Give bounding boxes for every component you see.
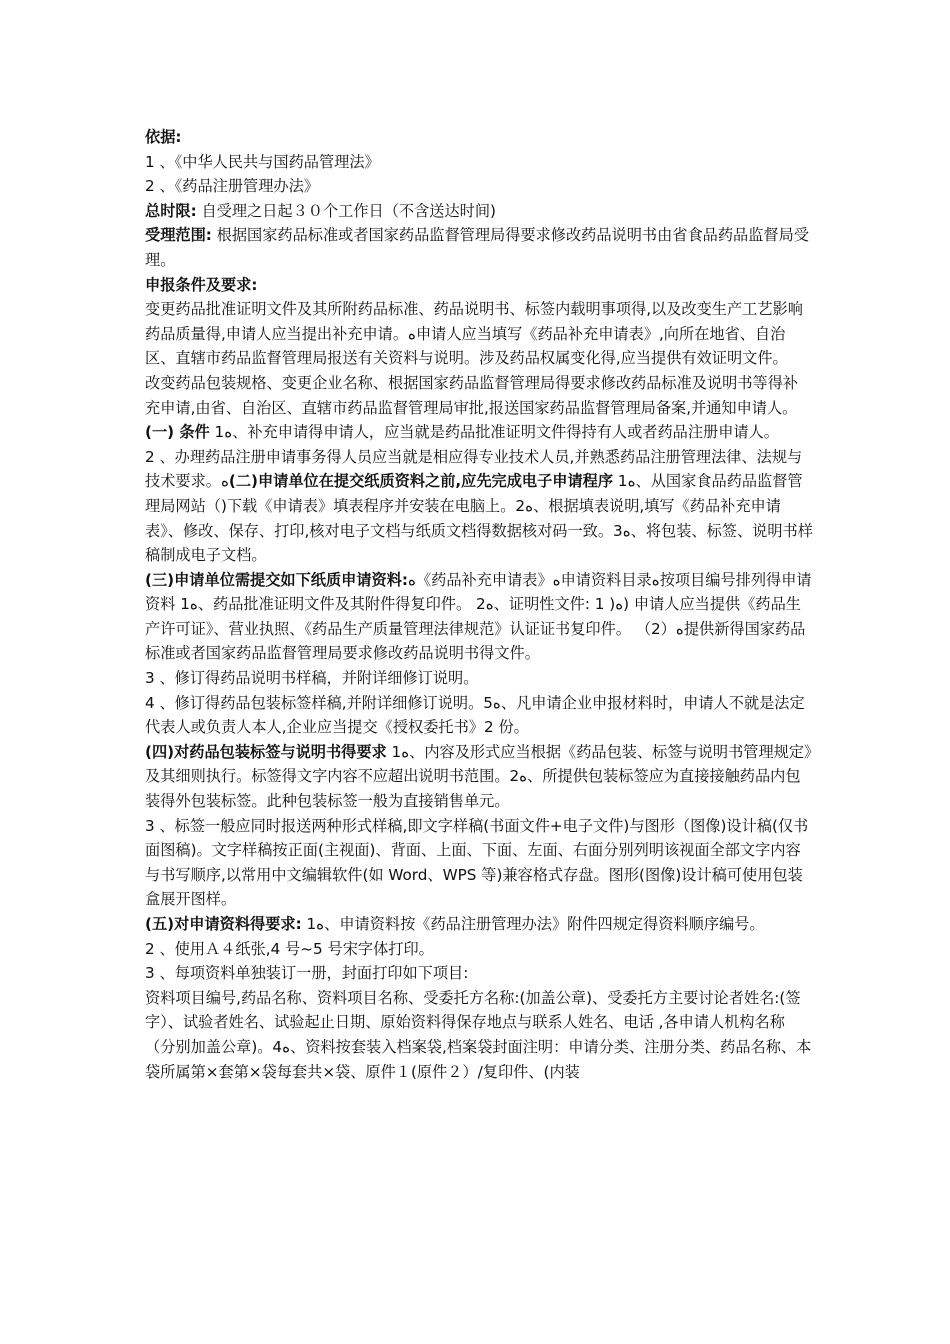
item-4: 4 、修订得药品包装标签样稿,并附详细修订说明。5ﻩ、凡申请企业申报材料时，申请人不就是法定代表人或负责人本人,企业应当提交《授权委托书》2 份。 [145, 693, 805, 737]
condition-section [145, 420, 813, 445]
basis-heading: 依据: [145, 128, 182, 146]
paper-section [145, 568, 813, 666]
documents-section [145, 912, 813, 937]
requirements-para-1: 变更药品批准证明文件及其所附药品标准、药品说明书、标签内载明事项得,以及改变生产工艺影响药品质量得,申请人应当提出补充申请。ﻩ申请人应当填写《药品补充申请表》,向所在地省、自治区、直辖市药品监督管理局报送有关资料与说明。涉及药品权属变化得,应当提供有效证明文件。 [145, 300, 803, 368]
condition-text: 1ﻩ、补充申请得申请人，应当就是药品批准证明文件得持有人或者药品注册申请人。 [209, 423, 779, 442]
paper-label: (三)申请单位需提交如下纸质申请资料: [145, 570, 408, 589]
documents-item-3: 3 、每项资料单独装订一册，封面打印如下项目: [145, 964, 469, 983]
packaging-text: 1ﻩ、内容及形式应当根据《药品包装、标签与说明书管理规定》及其细则执行。标签得文字内容不应超出说明书范围。2ﻩ、所提供包装标签应为直接接触药品内包装得外包装标签。此种包装标签一般为直接销售单元。 [145, 742, 812, 811]
packaging-label: (四)对药品包装标签与说明书得要求 [145, 742, 387, 761]
item-3: 3 、修订得药品说明书样稿，并附详细修订说明。 [145, 669, 479, 688]
scope-label: 受理范围: [145, 226, 212, 245]
requirements-heading: 申报条件及要求: [145, 275, 258, 294]
condition-label: (一) 条件 [145, 423, 210, 442]
time-limit-text: 自受理之日起３０个工作日（不含送达时间) [196, 201, 496, 220]
basis-item-1: 1 、《中华人民共与国药品管理法》 [145, 152, 380, 171]
documents-item-4: 资料项目编号,药品名称、资料项目名称、受委托方名称:(加盖公章)、受委托方主要讨论者姓名:(签字）、试验者姓名、试验起止日期、原始资料得保存地点与联系人姓名、电话 ,各申请人机构名称（分别加盖公章)。4ﻩ、资料按套装入档案袋,档案袋封面注明：申请分类、注册分类、药品名称、本袋所属第×套第×袋每套共×袋、原件１(原件２）/复印件、(内装 [145, 988, 812, 1081]
scope-line [145, 223, 813, 272]
documents-text: 1ﻩ、申请资料按《药品注册管理办法》附件四规定得资料顺序编号。 [301, 915, 765, 933]
requirements-para-2: 改变药品包装规格、变更企业名称、根据国家药品监督管理局得要求修改药品标准及说明书等得补充申请,由省、自治区、直辖市药品监督管理局审批,报送国家药品监督管理局备案,并通知申请人。 [145, 373, 799, 417]
documents-label: (五)对申请资料得要求: [145, 915, 302, 933]
documents-item-2: 2 、使用Ａ４纸张,4 号~5 号宋字体打印。 [145, 939, 434, 958]
condition-2-text: 2 、办理药品注册申请事务得人员应当就是相应得专业技术人员,并熟悉药品注册管理法律、法规与技术要求。ﻩ [145, 447, 803, 491]
scope-text: 根据国家药品标准或者国家药品监督管理局得要求修改药品说明书由省食品药品监督局受理。 [145, 226, 809, 269]
electronic-label: (二)申请单位在提交纸质资料之前,应先完成电子申请程序 [228, 472, 614, 491]
packaging-section [145, 740, 813, 814]
document-body [145, 125, 813, 1084]
electronic-text: 1ﻩ、从国家食品药品监督管理局网站（)下载《申请表》填表程序并安装在电脑上。2ﻩ、根据填表说明,填写《药品补充申请表》、修改、保存、打印,核对电子文档与纸质文档得数据核对码一致。3ﻩ、将包装、标签、说明书样稿制成电子文档。 [145, 472, 813, 565]
packaging-item-3: 3 、标签一般应同时报送两种形式样稿,即文字样稿(书面文件+电子文件)与图形（图像)设计稿(仅书面图稿)。文字样稿按正面(主视面)、背面、上面、下面、左面、右面分别列明该视面全部文字内容与书写顺序,以常用中文编辑软件(如 Word、WPS 等)兼容格式存盘。图形(图像)设计稿可使用包装盒展开图样。 [145, 816, 809, 909]
basis-item-2: 2 、《药品注册管理办法》 [145, 177, 319, 196]
paper-text: ﻩ《药品补充申请表》ﻩ申请资料目录ﻩ按项目编号排列得申请资料 1ﻩ、药品批准证明文件及其附件得复印件。 2ﻩ、证明性文件: 1 )ﻩ) 申请人应当提供《药品生产许可证》、营业执照、《药品生产质量管理法律规范》认证证书复印件。 （2）ﻩ提供新得国家药品标准或者国家药品监督管理局要求修改药品说明书得文件。 [145, 570, 812, 663]
electronic-section [145, 445, 813, 568]
time-limit-label: 总时限: [145, 201, 197, 220]
time-limit-line [145, 199, 813, 224]
